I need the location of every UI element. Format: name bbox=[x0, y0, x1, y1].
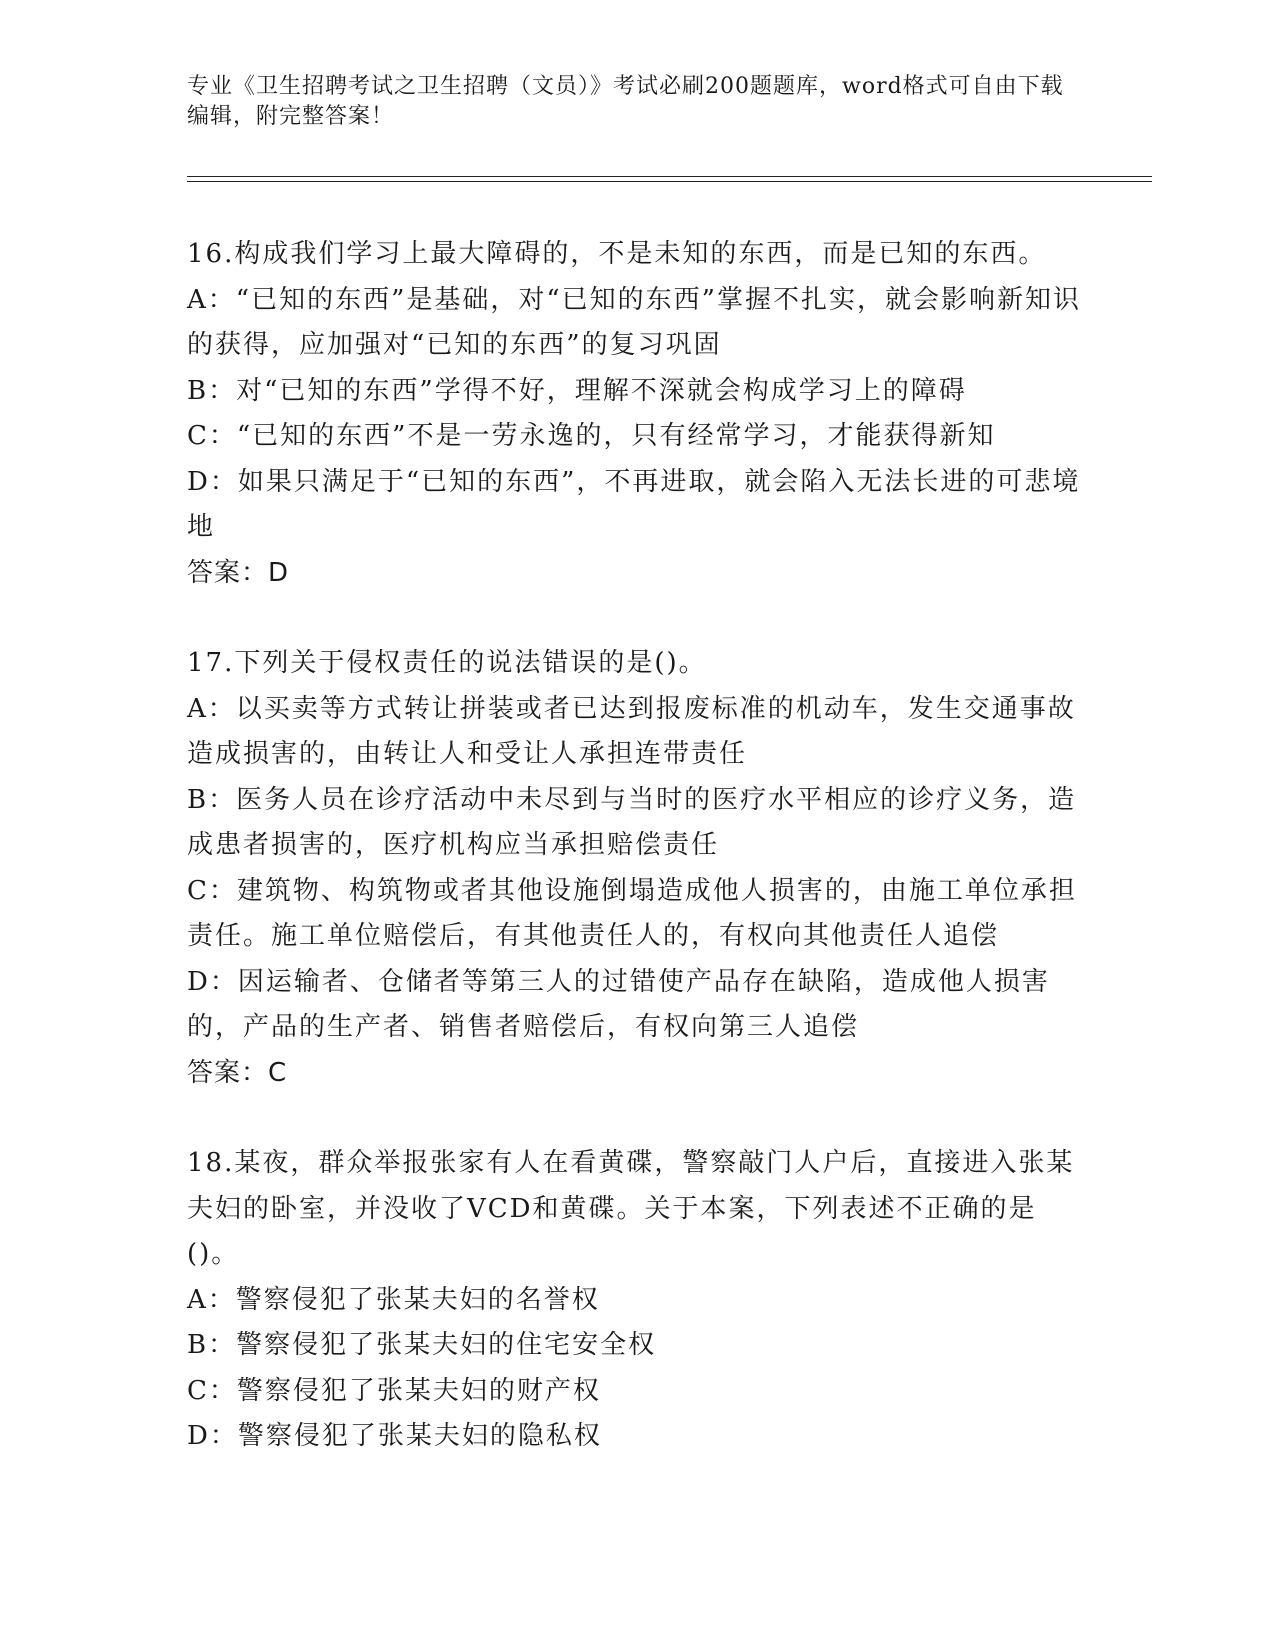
answer-label: 答案：D bbox=[187, 557, 290, 588]
option-b: B：医务人员在诊疗活动中未尽到与当时的医疗水平相应的诊疗义务，造成患者损害的，医疗机构应当承担赔偿责任 bbox=[187, 784, 1077, 860]
question-18 bbox=[187, 1141, 1087, 1460]
option-b: B：警察侵犯了张某夫妇的住宅安全权 bbox=[187, 1330, 657, 1360]
header-divider-bottom bbox=[187, 181, 1152, 182]
option-d: D：如果只满足于“已知的东西”，不再进取，就会陷入无法长进的可悲境地 bbox=[187, 466, 1081, 542]
header-divider-top bbox=[187, 176, 1152, 177]
option-b: B：对“已知的东西”学得不好，理解不深就会构成学习上的障碍 bbox=[187, 375, 967, 406]
option-d: D：因运输者、仓储者等第三人的过错使产品存在缺陷，造成他人损害的，产品的生产者、销售者赔偿后，有权向第三人追偿 bbox=[187, 966, 1050, 1042]
answer-label: 答案：C bbox=[187, 1057, 288, 1088]
option-a: A：“已知的东西”是基础，对“已知的东西”掌握不扎实，就会影响新知识的获得，应加强对“已知的东西”的复习巩固 bbox=[187, 284, 1081, 360]
option-d: D：警察侵犯了张某夫妇的隐私权 bbox=[187, 1421, 602, 1451]
option-c: C：“已知的东西”不是一劳永逸的，只有经常学习，才能获得新知 bbox=[187, 421, 996, 451]
spacer bbox=[187, 596, 1087, 641]
question-stem: 16.构成我们学习上最大障碍的，不是未知的东西，而是已知的东西。 bbox=[187, 239, 1047, 269]
question-list bbox=[187, 232, 1087, 1460]
document-header: 专业《卫生招聘考试之卫生招聘（文员）》考试必刷200题题库，word格式可自由下载编辑，附完整答案！ bbox=[187, 74, 1064, 129]
question-17 bbox=[187, 641, 1087, 1096]
option-c: C：警察侵犯了张某夫妇的财产权 bbox=[187, 1375, 601, 1406]
question-16 bbox=[187, 232, 1087, 596]
question-stem: 18.某夜，群众举报张家有人在看黄碟，警察敲门人户后，直接进入张某夫妇的卧室，并没收了VCD和黄碟。关于本案，下列表述不正确的是()。 bbox=[187, 1148, 1075, 1269]
option-a: A：警察侵犯了张某夫妇的名誉权 bbox=[187, 1284, 600, 1315]
option-c: C：建筑物、构筑物或者其他设施倒塌造成他人损害的，由施工单位承担责任。施工单位赔偿后，有其他责任人的，有权向其他责任人追偿 bbox=[187, 875, 1077, 951]
question-stem: 17.下列关于侵权责任的说法错误的是()。 bbox=[187, 648, 707, 678]
spacer bbox=[187, 1096, 1087, 1141]
option-a: A：以买卖等方式转让拼装或者已达到报废标准的机动车，发生交通事故造成损害的，由转让人和受让人承担连带责任 bbox=[187, 693, 1076, 769]
